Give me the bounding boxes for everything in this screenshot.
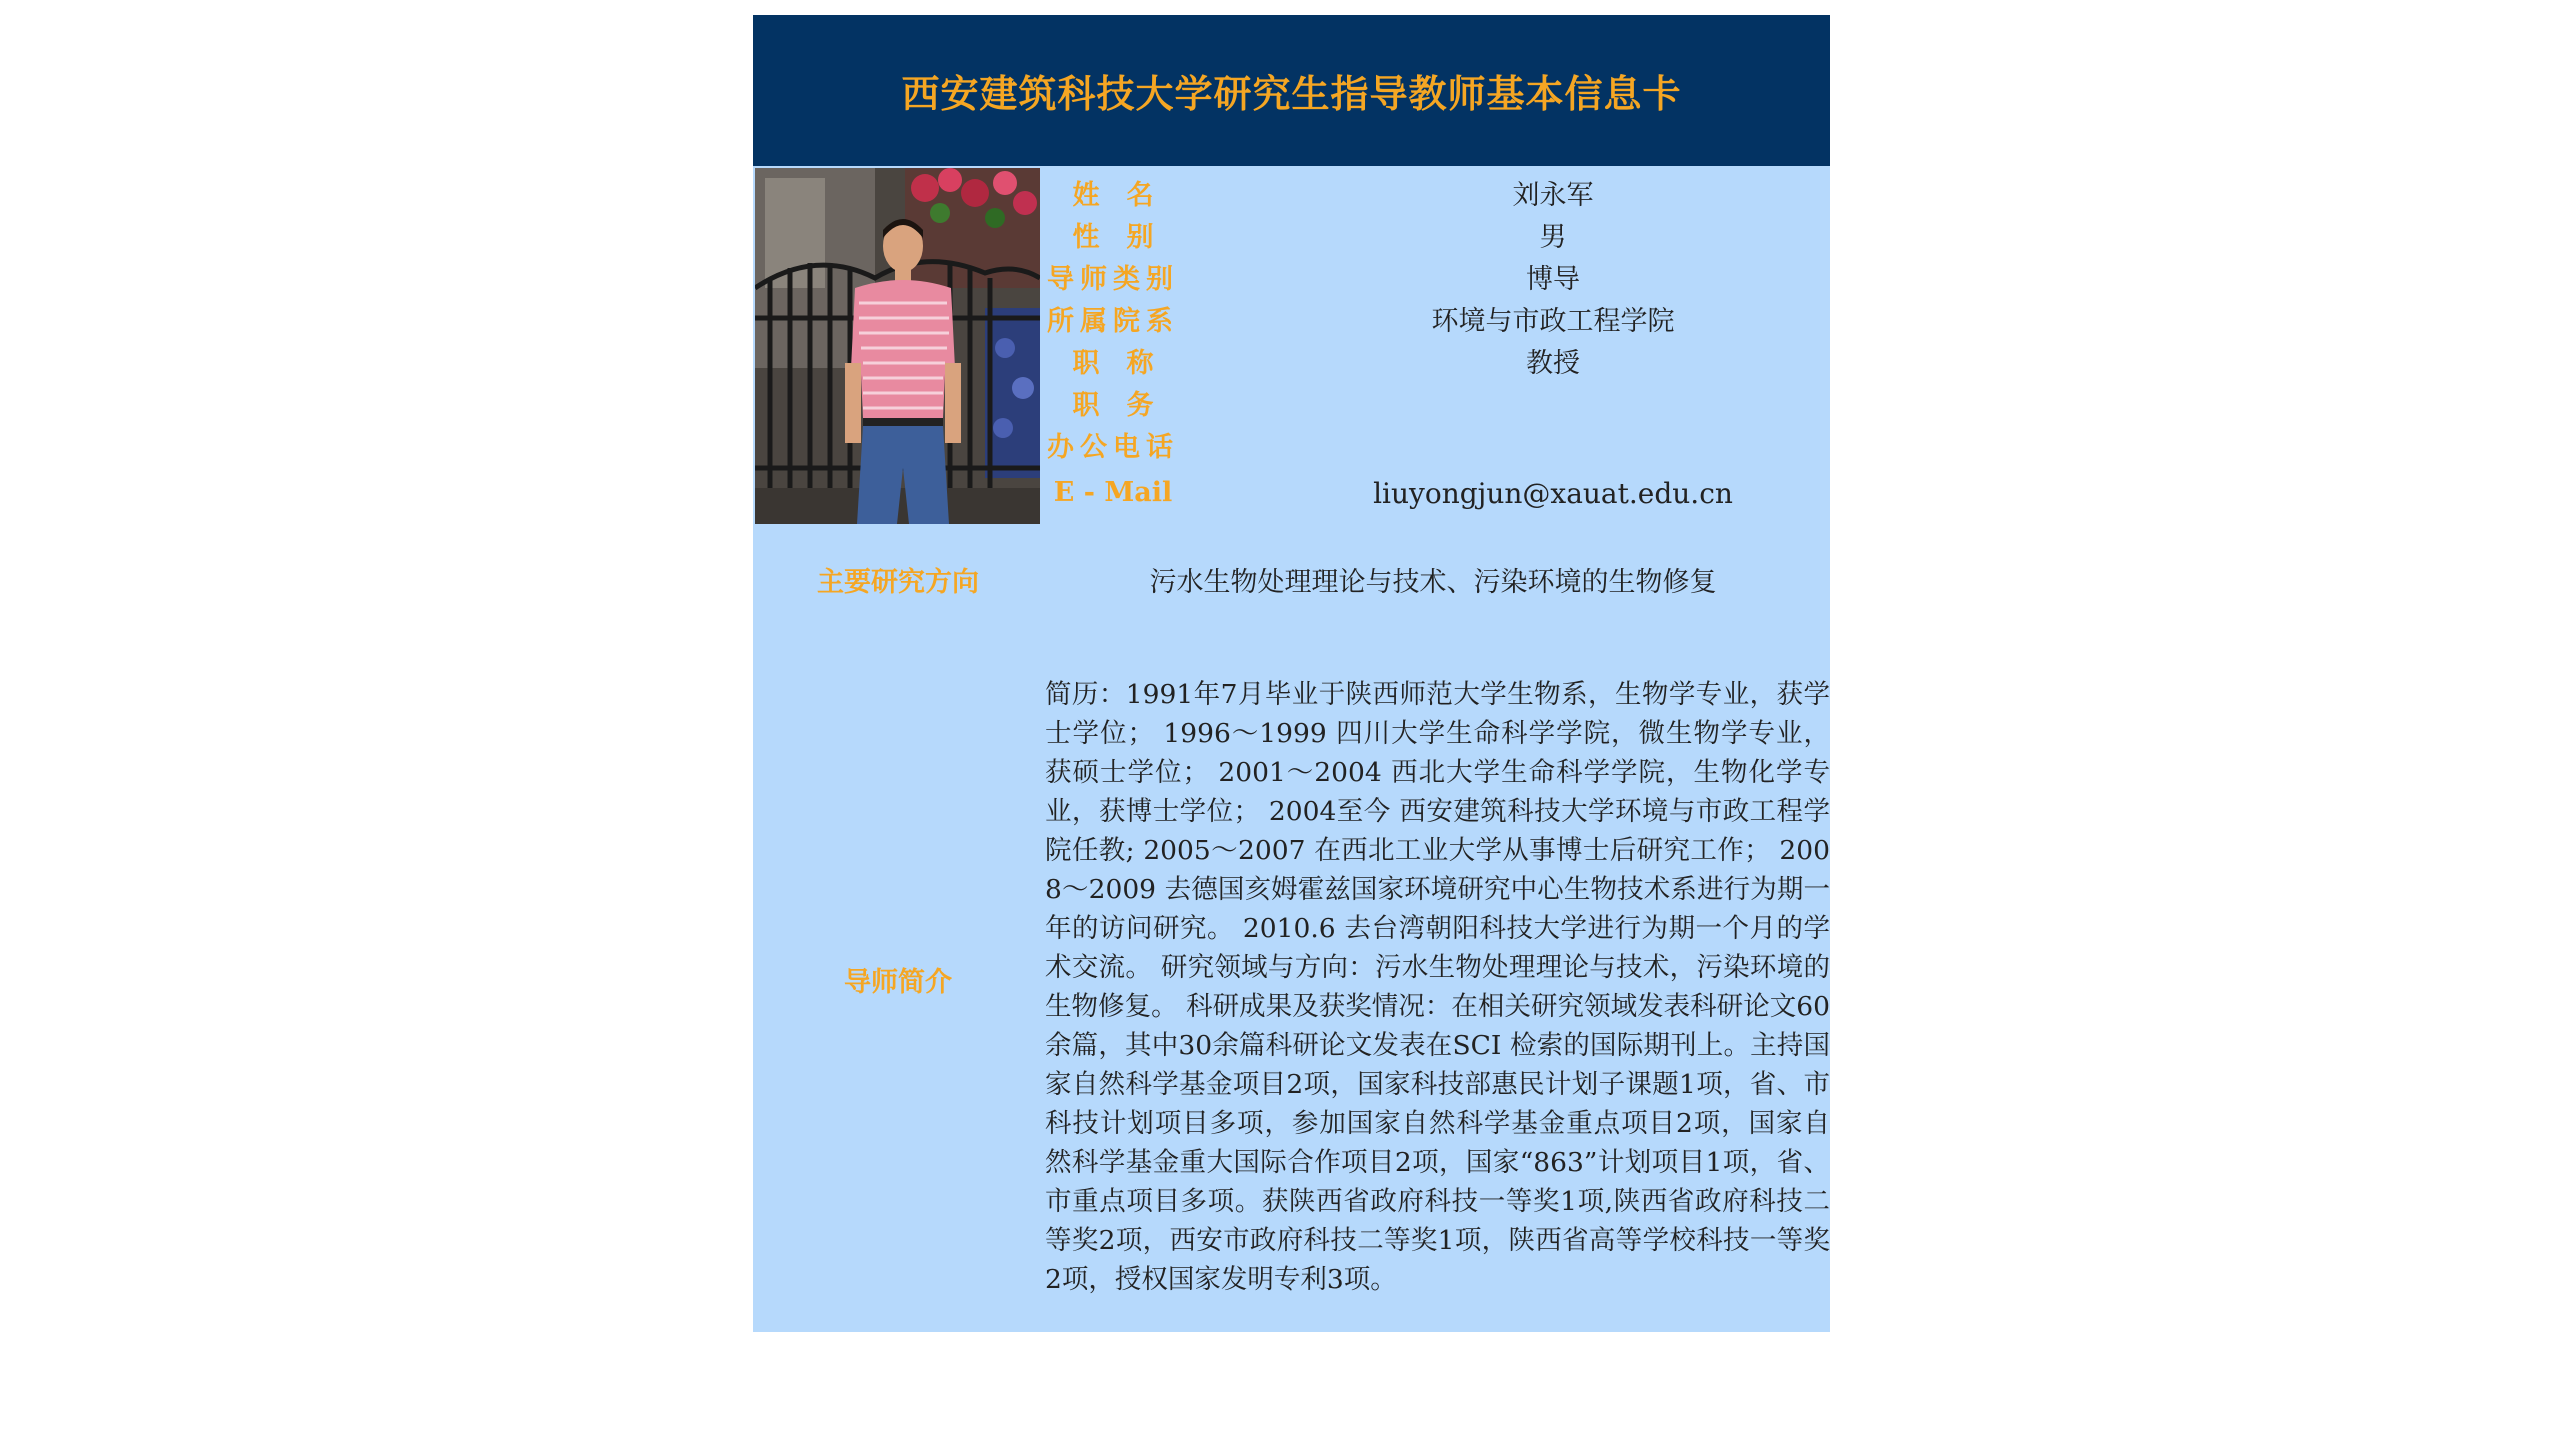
research-direction-value: 污水生物处理理论与技术、污染环境的生物修复: [1149, 567, 1717, 598]
info-card: [753, 15, 1830, 1332]
bio-label: 导师简介: [844, 967, 952, 998]
email-value[interactable]: liuyongjun@xauat.edu.cn: [1373, 477, 1733, 510]
department-label: 所属院系: [1047, 306, 1179, 337]
office-phone-label: 办公电话: [1047, 432, 1179, 463]
department-value: 环境与市政工程学院: [1431, 306, 1675, 337]
gender-label: 性 别: [1072, 222, 1154, 253]
title-label: 职 称: [1072, 348, 1154, 379]
name-label: 姓 名: [1072, 180, 1154, 211]
title-value: 教授: [1526, 348, 1580, 379]
bio-text: 简历：1991年7月毕业于陕西师范大学生物系，生物学专业，获学士学位； 1996～1999 四川大学生命科学学院，微生物学专业，获硕士学位； 2001～2004 西北大学生命科学学院，生物化学专业，获博士学位； 2004至今 西安建筑科技大学环境与市政工程学院任教; 2005～2007 在西北工业大学从事博士后研究工作； 2008～2009 去德国亥姆霍兹国家环境研究中心生物技术系进行为期一年的访问研究。 2010.6 去台湾朝阳科技大学进行为期一个月的学术交流。 研究领域与方向：污水生物处理理论与技术，污染环境的生物修复。 科研成果及获奖情况：在相关研究领域发表科研论文60余篇，其中30余篇科研论文发表在SCI 检索的国际期刊上。主持国家自然科学基金项目2项，国家科技部惠民计划子课题1项，省、市科技计划项目多项，参加国家自然科学基金重点项目2项，国家自然科学基金重大国际合作项目2项，国家“863”计划项目1项，省、市重点项目多项。获陕西省政府科技一等奖1项,陕西省政府科技二等奖2项，西安市政府科技二等奖1项，陕西省高等学校科技一等奖2项，授权国家发明专利3项。: [1045, 679, 1830, 1295]
card-header: [753, 15, 1830, 166]
name-value: 刘永军: [1512, 180, 1594, 211]
gender-value: 男: [1539, 222, 1567, 253]
research-direction-label: 主要研究方向: [817, 567, 979, 598]
supervisor-type-label: 导师类别: [1047, 264, 1179, 295]
email-label: E - Mail: [1053, 477, 1173, 508]
position-label: 职 务: [1072, 390, 1154, 421]
supervisor-type-value: 博导: [1526, 264, 1580, 295]
card-title: 西安建筑科技大学研究生指导教师基本信息卡: [901, 71, 1682, 116]
